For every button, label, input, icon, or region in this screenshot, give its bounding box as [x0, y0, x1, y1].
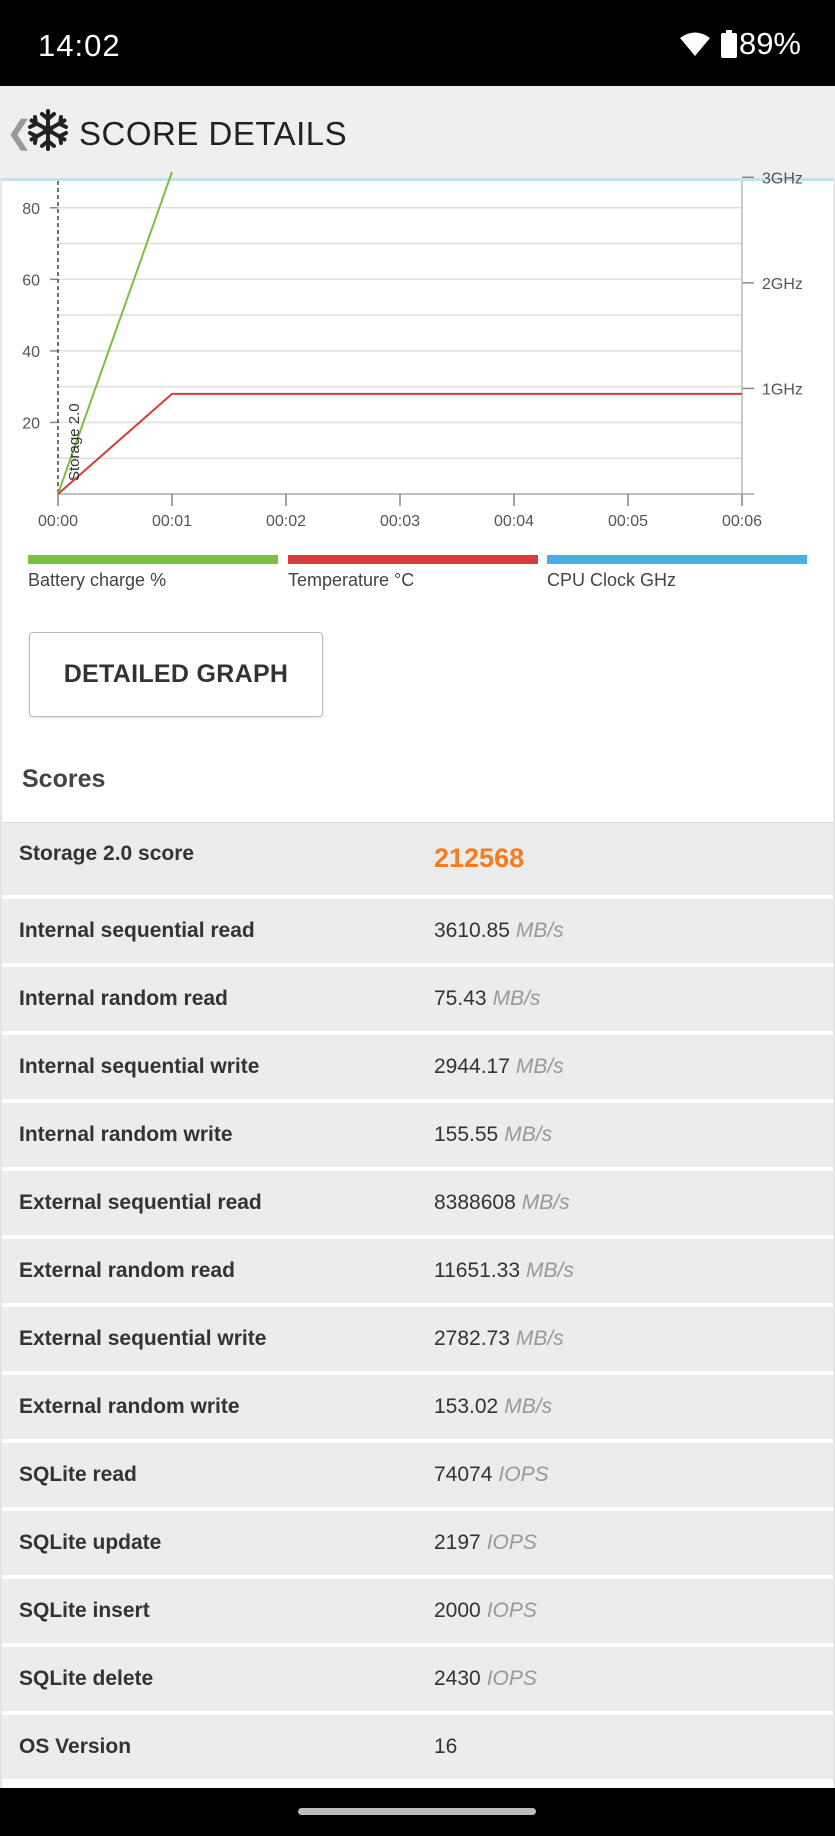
score-value	[434, 1259, 574, 1283]
status-icons	[679, 26, 801, 62]
score-unit: IOPS	[486, 1667, 537, 1690]
score-number: 2944.17	[434, 1055, 510, 1078]
score-row	[2, 1171, 833, 1239]
y-tick-label: 40	[22, 343, 40, 361]
legend-battery	[28, 555, 278, 591]
navigation-bar	[0, 1788, 835, 1836]
score-label: SQLite read	[19, 1463, 137, 1486]
legend-battery-label: Battery charge %	[28, 570, 167, 590]
score-value	[434, 987, 540, 1011]
legend-cpu-clock-swatch	[547, 555, 807, 564]
score-value	[434, 919, 564, 943]
score-label: SQLite update	[19, 1531, 162, 1554]
legend-temperature-label: Temperature °C	[288, 570, 415, 590]
score-row	[2, 1443, 833, 1511]
score-label: OS Version	[19, 1735, 132, 1758]
score-unit: IOPS	[486, 1599, 537, 1622]
score-value	[434, 1327, 564, 1351]
score-unit: MB/s	[521, 1191, 570, 1214]
score-row	[2, 967, 833, 1035]
score-value	[434, 1667, 537, 1691]
score-unit: MB/s	[515, 1055, 564, 1078]
score-value	[434, 1055, 564, 1079]
score-label: Storage 2.0 score	[19, 842, 195, 865]
legend-battery-swatch	[28, 555, 278, 564]
left-border	[0, 178, 2, 1788]
score-unit: IOPS	[486, 1531, 537, 1554]
score-number: 16	[434, 1735, 458, 1758]
score-unit: MB/s	[492, 987, 541, 1010]
score-label: External random write	[19, 1395, 240, 1418]
score-number: 3610.85	[434, 919, 510, 942]
score-number: 153.02	[434, 1395, 499, 1418]
score-unit: MB/s	[515, 1327, 564, 1350]
score-row	[2, 1715, 833, 1783]
score-value	[434, 1463, 549, 1487]
score-number: 8388608	[434, 1191, 516, 1214]
score-value	[434, 843, 524, 874]
storage-annotation-label: Storage 2.0	[66, 403, 83, 481]
y-tick-label: 60	[22, 272, 40, 290]
page-title: SCORE DETAILS	[79, 115, 348, 152]
y2-tick-label: 1GHz	[762, 381, 803, 399]
score-row	[2, 1307, 833, 1375]
score-number: 75.43	[434, 987, 487, 1010]
score-row	[2, 1579, 833, 1647]
detailed-graph-button[interactable]: DETAILED GRAPH	[29, 632, 323, 717]
wifi-icon	[679, 31, 711, 57]
y2-tick-label: 3GHz	[762, 170, 803, 188]
home-gesture-handle[interactable]	[298, 1808, 536, 1815]
score-row	[2, 823, 833, 899]
temperature-series-line	[58, 394, 742, 494]
status-bar	[0, 0, 835, 86]
score-label: External random read	[19, 1259, 235, 1282]
score-number: 155.55	[434, 1123, 499, 1146]
score-unit: MB/s	[504, 1395, 553, 1418]
score-unit: IOPS	[498, 1463, 549, 1486]
legend-cpu-clock	[547, 555, 807, 591]
status-time: 14:02	[38, 28, 121, 63]
legend-cpu-clock-label: CPU Clock GHz	[547, 570, 677, 590]
y-tick-label: 80	[22, 200, 40, 218]
chart-legend	[0, 555, 835, 595]
scores-table	[2, 822, 833, 1783]
chevron-left-icon[interactable]: ❮	[6, 114, 33, 150]
score-row	[2, 1239, 833, 1307]
battery-percent: 89%	[738, 26, 801, 61]
score-row	[2, 1647, 833, 1715]
score-label: Internal random write	[19, 1123, 233, 1146]
battery-icon	[721, 30, 737, 58]
score-unit: MB/s	[504, 1123, 553, 1146]
score-number: 2430	[434, 1667, 481, 1690]
x-tick-label: 00:02	[265, 513, 307, 530]
x-tick-label: 00:03	[379, 513, 421, 530]
score-label: SQLite delete	[19, 1667, 154, 1690]
score-number: 11651.33	[434, 1259, 521, 1282]
scores-heading: Scores	[22, 765, 106, 793]
y-tick-label: 20	[22, 415, 40, 433]
score-row	[2, 899, 833, 967]
app-bar	[0, 86, 835, 181]
snowflake-icon	[26, 108, 70, 157]
legend-temperature-swatch	[288, 555, 538, 564]
score-label: Internal sequential write	[19, 1055, 260, 1078]
x-tick-label: 00:05	[607, 513, 649, 530]
score-value	[434, 1395, 552, 1419]
x-tick-label: 00:01	[151, 513, 193, 530]
score-number: 2000	[434, 1599, 481, 1622]
score-value	[434, 1531, 537, 1555]
score-label: External sequential write	[19, 1327, 267, 1350]
score-unit: MB/s	[515, 919, 564, 942]
score-value	[434, 1735, 457, 1759]
score-row	[2, 1511, 833, 1579]
score-row	[2, 1035, 833, 1103]
score-value	[434, 1123, 552, 1147]
score-unit: MB/s	[526, 1259, 574, 1282]
score-value	[434, 1191, 570, 1215]
score-label: External sequential read	[19, 1191, 262, 1214]
score-label: Internal random read	[19, 987, 228, 1010]
y2-tick-label: 2GHz	[762, 275, 803, 293]
score-row	[2, 1103, 833, 1171]
legend-temperature	[288, 555, 538, 591]
score-label: Internal sequential read	[19, 919, 255, 942]
score-number: 2782.73	[434, 1327, 510, 1350]
x-tick-label: 00:06	[721, 513, 763, 530]
score-number: 212568	[434, 843, 525, 873]
score-number: 2197	[434, 1531, 481, 1554]
x-tick-label: 00:04	[493, 513, 535, 530]
score-row	[2, 1375, 833, 1443]
x-tick-label: 00:00	[37, 513, 79, 530]
score-value	[434, 1599, 537, 1623]
score-number: 74074	[434, 1463, 493, 1486]
score-label: SQLite insert	[19, 1599, 150, 1622]
